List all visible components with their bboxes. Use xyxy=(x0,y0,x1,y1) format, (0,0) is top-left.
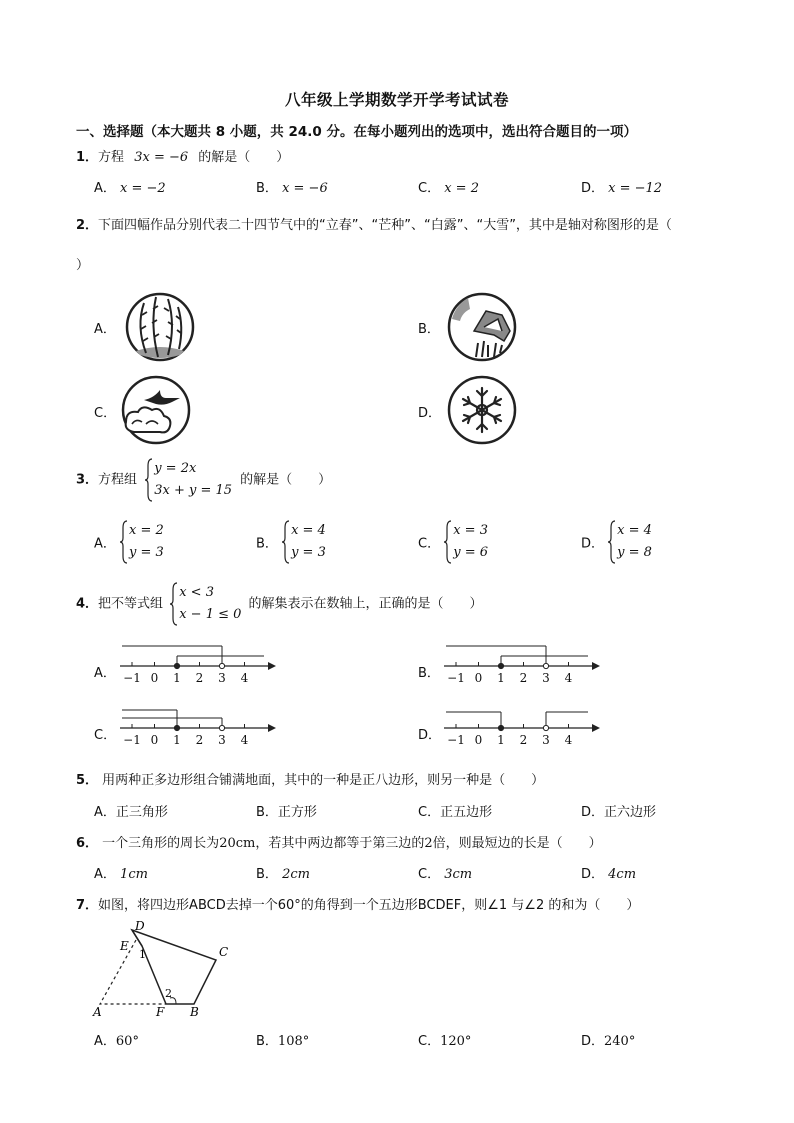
option-text: 正方形 xyxy=(277,805,317,820)
equation-line: x = 3 xyxy=(453,523,488,538)
question-7 xyxy=(76,894,639,913)
tick-label: 3 xyxy=(218,733,226,747)
tick-label: 0 xyxy=(150,671,159,685)
option-label: B． xyxy=(256,536,278,552)
option-a[interactable] xyxy=(94,801,168,820)
quantity: 2 xyxy=(424,836,433,851)
option-text: x = −2 xyxy=(120,181,166,196)
equation-system xyxy=(145,458,232,502)
inequality-line: x − 1 ≤ 0 xyxy=(179,607,242,622)
option-text: 60° xyxy=(115,1034,139,1049)
bird-clouds-icon xyxy=(120,374,192,446)
option-d[interactable] xyxy=(581,520,652,564)
option-label: A． xyxy=(94,536,116,552)
equation-system xyxy=(120,520,164,564)
tick-label: 1 xyxy=(497,733,505,747)
vertex-label-a: A xyxy=(93,1005,102,1018)
option-label: C． xyxy=(418,536,441,552)
question-number: 3． xyxy=(76,472,99,488)
open-endpoint xyxy=(219,663,224,668)
option-a[interactable]: A． xyxy=(94,666,116,681)
tick-label: −1 xyxy=(447,733,465,747)
tick-label: 1 xyxy=(173,733,181,747)
open-endpoint xyxy=(543,725,548,730)
equation-line: 3x + y = 15 xyxy=(154,483,233,498)
question-number: 6． xyxy=(76,836,99,851)
willow-spring-icon xyxy=(124,291,196,363)
tick-label: 0 xyxy=(474,733,483,747)
option-text: x = −12 xyxy=(608,181,663,196)
option-label: B． xyxy=(256,1034,278,1049)
equation-line: y = 3 xyxy=(291,545,326,560)
option-d[interactable] xyxy=(581,801,656,820)
option-d[interactable]: D． xyxy=(418,406,442,421)
option-label: C． xyxy=(418,181,441,196)
option-c[interactable] xyxy=(418,863,472,882)
option-a[interactable] xyxy=(94,863,148,882)
option-c[interactable] xyxy=(418,520,488,564)
open-endpoint xyxy=(543,663,548,668)
question-stem: 的解是（ ） xyxy=(198,150,290,165)
axis-arrow-icon xyxy=(268,662,276,670)
equation: 3x = −6 xyxy=(134,150,189,165)
number-line-a xyxy=(118,638,280,690)
tick-label: 0 xyxy=(150,733,159,747)
question-stem: 倍，则最短边的长是（ ） xyxy=(432,836,602,851)
option-text: 正三角形 xyxy=(115,805,168,820)
vertex-label-f: F xyxy=(156,1005,165,1018)
tick-label: 4 xyxy=(564,671,573,685)
axis-arrow-icon xyxy=(592,662,600,670)
option-label: D． xyxy=(581,1034,605,1049)
inequality-line: x < 3 xyxy=(179,585,214,600)
tick-label: 2 xyxy=(195,733,204,747)
option-b[interactable] xyxy=(256,520,326,564)
option-text: 120° xyxy=(440,1034,472,1049)
question-2 xyxy=(76,214,672,233)
question-stem: 用两种正多边形组合铺满地面，其中的一种是正八边形，则另一种是（ ） xyxy=(98,773,545,788)
closed-endpoint xyxy=(498,725,503,730)
option-label: A． xyxy=(94,181,116,196)
question-4 xyxy=(76,582,483,626)
vertex-label-c: C xyxy=(219,945,229,959)
axis-arrow-icon xyxy=(592,724,600,732)
option-label: A． xyxy=(94,867,116,882)
option-label: D． xyxy=(581,181,605,196)
snowflake-icon xyxy=(446,374,518,446)
tick-label: 2 xyxy=(519,733,528,747)
option-text: x = −6 xyxy=(282,181,328,196)
option-text: 1cm xyxy=(120,867,148,882)
option-a[interactable] xyxy=(94,1030,139,1049)
question-stem: 把不等式组 xyxy=(98,596,164,612)
brace-icon xyxy=(120,520,128,564)
equation-line: x = 2 xyxy=(129,523,164,538)
question-1 xyxy=(76,146,289,165)
number-line-b xyxy=(442,638,604,690)
option-d[interactable] xyxy=(581,1030,635,1049)
angle-label-1: 1 xyxy=(139,948,146,961)
option-b[interactable] xyxy=(256,1030,309,1049)
option-label: D． xyxy=(581,536,605,552)
option-text: 108° xyxy=(277,1034,310,1049)
equation-line: x = 4 xyxy=(617,523,652,538)
number-line-d xyxy=(442,700,604,752)
question-stem: 下面四幅作品分别代表二十四节气中的“立春”、“芒种”、“白露”、“大雪”，其中是轴对称图形的是（ xyxy=(98,218,672,233)
option-label: B． xyxy=(256,181,278,196)
brace-icon xyxy=(145,458,153,502)
equation-system xyxy=(444,520,488,564)
angle-label-2: 2 xyxy=(165,987,172,1000)
equation-line: y = 6 xyxy=(453,545,488,560)
question-5 xyxy=(76,769,544,788)
question-stem: 的解是（ ） xyxy=(240,472,332,488)
closed-endpoint xyxy=(174,663,179,668)
option-d[interactable] xyxy=(581,177,662,196)
closed-endpoint xyxy=(498,663,503,668)
pentagon-bcdef xyxy=(132,930,216,1004)
question-stem-cont: ） xyxy=(76,258,90,273)
question-number: 1． xyxy=(76,150,99,165)
option-label: D． xyxy=(581,805,605,820)
option-d[interactable] xyxy=(581,863,636,882)
option-label: B． xyxy=(256,805,278,820)
tick-label: 4 xyxy=(240,671,249,685)
option-a[interactable] xyxy=(94,520,164,564)
removed-corner xyxy=(100,940,166,1004)
option-b[interactable]: B． xyxy=(418,666,440,681)
option-label: A． xyxy=(94,1034,116,1049)
question-number: 7． xyxy=(76,898,99,913)
option-b[interactable]: B． xyxy=(418,322,440,337)
option-label: B． xyxy=(256,867,278,882)
question-stem: 方程组 xyxy=(98,472,138,488)
open-endpoint xyxy=(219,725,224,730)
question-stem: 如图，将四边形ABCD去掉一个60°的角得到一个五边形BCDEF，则∠1 与∠2 的和为（ ） xyxy=(98,898,640,913)
question-number: 5． xyxy=(76,773,99,788)
option-c[interactable] xyxy=(418,1030,471,1049)
pentagon-figure xyxy=(90,918,230,1018)
option-text: 240° xyxy=(604,1034,636,1049)
tick-label: 3 xyxy=(542,733,550,747)
question-6 xyxy=(76,832,602,851)
tick-label: −1 xyxy=(123,733,141,747)
tick-label: 1 xyxy=(173,671,181,685)
option-text: 4cm xyxy=(608,867,637,882)
equation-line: y = 2x xyxy=(154,461,197,476)
section-heading: 一、选择题（本大题共 8 小题，共 24.0 分。在每小题列出的选项中，选出符合题目的一项） xyxy=(76,124,638,140)
question-3 xyxy=(76,458,331,502)
option-b[interactable] xyxy=(256,801,317,820)
axis-arrow-icon xyxy=(268,724,276,732)
option-a[interactable]: A． xyxy=(94,322,116,337)
equation-line: x = 4 xyxy=(291,523,326,538)
tick-label: 3 xyxy=(218,671,226,685)
question-number: 2． xyxy=(76,218,99,233)
vertex-label-b: B xyxy=(190,1005,199,1018)
option-c[interactable] xyxy=(418,801,492,820)
question-stem: 一个三角形的周长为 xyxy=(98,836,220,851)
option-c[interactable]: C． xyxy=(94,728,117,743)
equation-system xyxy=(282,520,326,564)
brace-icon xyxy=(170,582,178,626)
option-text: x = 2 xyxy=(444,181,479,196)
vertex-label-e: E xyxy=(120,939,129,953)
option-a[interactable] xyxy=(94,177,166,196)
tick-label: 1 xyxy=(497,671,505,685)
brace-icon xyxy=(444,520,452,564)
equation-line: y = 8 xyxy=(617,545,652,560)
option-c[interactable] xyxy=(418,177,479,196)
question-number: 4． xyxy=(76,596,99,612)
option-d[interactable]: D． xyxy=(418,728,442,743)
option-b[interactable] xyxy=(256,177,328,196)
tick-label: −1 xyxy=(123,671,141,685)
quantity: 20cm xyxy=(219,836,256,851)
brace-icon xyxy=(282,520,290,564)
tick-label: 2 xyxy=(195,671,204,685)
equation-line: y = 3 xyxy=(129,545,164,560)
grain-ear-icon xyxy=(446,291,518,363)
tick-label: −1 xyxy=(447,671,465,685)
equation-system xyxy=(608,520,652,564)
option-label: C． xyxy=(418,1034,441,1049)
tick-label: 2 xyxy=(519,671,528,685)
brace-icon xyxy=(608,520,616,564)
closed-endpoint xyxy=(174,725,179,730)
option-text: 2cm xyxy=(282,867,310,882)
option-label: C． xyxy=(418,867,441,882)
question-stem: 的解集表示在数轴上，正确的是（ ） xyxy=(248,596,483,612)
option-label: D． xyxy=(581,867,605,882)
option-c[interactable]: C． xyxy=(94,406,117,421)
option-b[interactable] xyxy=(256,863,310,882)
inequality-system xyxy=(170,582,241,626)
tick-label: 4 xyxy=(564,733,573,747)
option-label: A． xyxy=(94,805,116,820)
question-stem: ，若其中两边都等于第三边的 xyxy=(255,836,425,851)
tick-label: 3 xyxy=(542,671,550,685)
page-title: 八年级上学期数学开学考试试卷 xyxy=(284,91,509,109)
option-text: 正六边形 xyxy=(604,805,657,820)
option-label: C． xyxy=(418,805,441,820)
number-line-c xyxy=(118,700,280,752)
option-text: 正五边形 xyxy=(440,805,493,820)
question-stem: 方程 xyxy=(98,150,125,165)
vertex-label-d: D xyxy=(135,919,145,933)
tick-label: 0 xyxy=(474,671,483,685)
option-text: 3cm xyxy=(444,867,473,882)
tick-label: 4 xyxy=(240,733,249,747)
